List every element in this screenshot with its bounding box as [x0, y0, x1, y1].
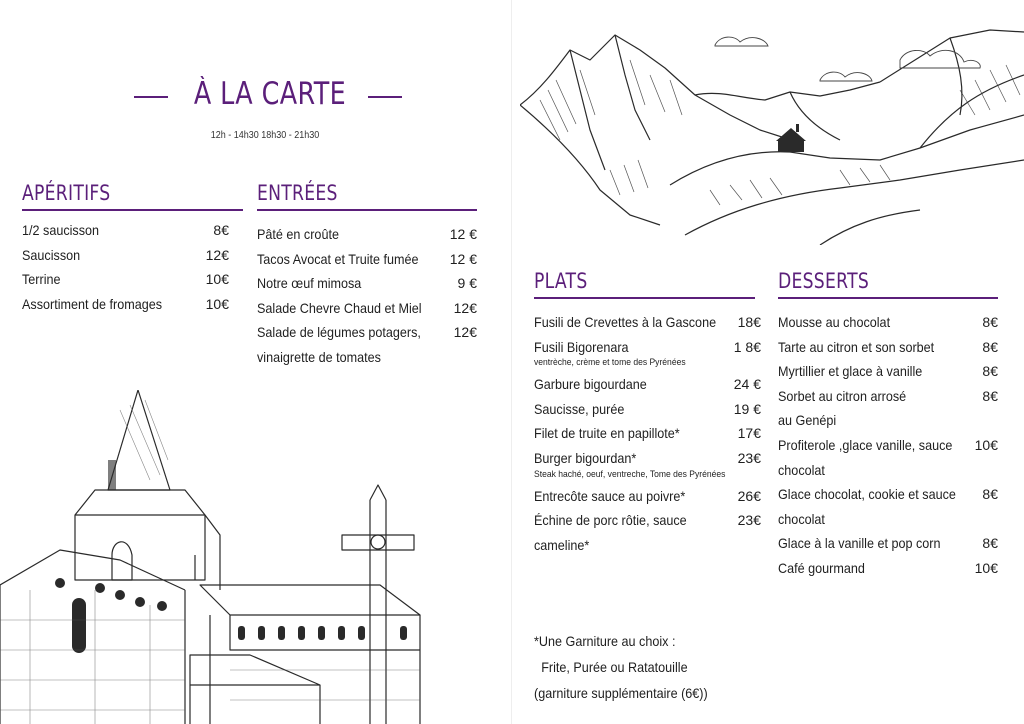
dish-description: Steak haché, oeuf, ventreche, Tome des Pyrénées — [534, 468, 726, 480]
dish-name: Profiterole ,glace vanille, sauce — [778, 436, 953, 453]
dish-price: 12 € — [449, 250, 477, 267]
dish-name: Saucisson — [22, 246, 81, 263]
dish-price: 8€ — [982, 486, 998, 503]
plats-item — [534, 372, 761, 397]
plats-item — [534, 421, 761, 446]
entrees-title: ENTRÉES — [257, 181, 338, 205]
dish-price: 23€ — [737, 512, 761, 529]
entrees-list — [257, 222, 477, 370]
plats-title: PLATS — [534, 269, 588, 293]
dish-name: Saucisse, purée — [534, 400, 625, 417]
dish-name: Notre œuf mimosa — [257, 275, 362, 292]
dish-price: 9 € — [457, 275, 477, 292]
page-fold — [511, 0, 512, 724]
dish-name: Terrine — [22, 271, 61, 288]
aperitifs-item — [22, 218, 229, 243]
plats-item — [534, 397, 761, 422]
dish-price: 24 € — [733, 376, 761, 393]
entrees-item — [257, 296, 477, 321]
garniture-line-1: *Une Garniture au choix : — [534, 633, 676, 649]
dish-price: 10€ — [974, 559, 998, 576]
dish-name: Mousse au chocolat — [778, 314, 891, 330]
plats-item — [534, 310, 761, 335]
garniture-line-3: (garniture supplémentaire (6€)) — [534, 685, 708, 701]
aperitifs-item — [22, 292, 229, 317]
dish-name: Salade Chevre Chaud et Miel — [257, 299, 422, 316]
aperitifs-title: APÉRITIFS — [22, 181, 111, 205]
dish-price: 1 8€ — [733, 338, 761, 355]
mountain-sketch-icon — [520, 20, 1024, 245]
dish-name: Myrtillier et glace à vanille — [778, 363, 923, 380]
aperitifs-list — [22, 218, 229, 316]
dish-price: 12€ — [453, 324, 477, 341]
dish-price: 8€ — [213, 222, 229, 238]
desserts-item — [778, 556, 998, 581]
dish-price: 10€ — [974, 436, 998, 453]
dish-name: Assortiment de fromages — [22, 295, 163, 312]
dish-name: Entrecôte sauce au poivre* — [534, 487, 686, 504]
dish-name: Échine de porc rôtie, sauce — [534, 512, 687, 529]
entrees-item — [257, 320, 477, 369]
dish-name: Salade de légumes potagers, — [257, 324, 421, 341]
entrees-item — [257, 222, 477, 247]
dish-price: 8€ — [982, 363, 998, 380]
dish-name: 1/2 saucisson — [22, 222, 100, 238]
desserts-list — [778, 310, 998, 581]
desserts-title: DESSERTS — [778, 269, 870, 293]
dish-price: 26€ — [737, 487, 761, 504]
dish-name-continued: au Genépi — [778, 412, 837, 429]
menu-header — [120, 72, 420, 122]
dish-name-continued: chocolat — [778, 461, 825, 478]
plats-item — [534, 446, 761, 480]
dish-price: 8€ — [982, 535, 998, 552]
desserts-item — [778, 531, 998, 556]
dish-price: 19 € — [733, 400, 761, 417]
desserts-item — [778, 482, 998, 531]
dish-price: 17€ — [737, 425, 761, 442]
dish-price: 12€ — [453, 299, 477, 316]
dish-price: 8€ — [982, 338, 998, 355]
dish-name: Fusili de Crevettes à la Gascone — [534, 314, 717, 330]
desserts-item — [778, 433, 998, 482]
dish-price: 23€ — [737, 449, 761, 466]
dish-name: Café gourmand — [778, 559, 865, 576]
entrees-item — [257, 271, 477, 296]
opening-hours: 12h - 14h30 18h30 - 21h30 — [210, 130, 320, 141]
dish-name: Tarte au citron et son sorbet — [778, 338, 935, 355]
dish-name: Burger bigourdan* — [534, 449, 637, 466]
entrees-item — [257, 247, 477, 272]
dish-price: 8€ — [982, 387, 998, 404]
dish-price: 18€ — [737, 314, 761, 330]
dish-name: Fusili Bigorenara — [534, 338, 629, 355]
dish-description: ventrèche, crème et tome des Pyrénées — [534, 357, 686, 369]
dish-price: 12 € — [449, 226, 477, 242]
dish-name-continued: chocolat — [778, 510, 825, 527]
dish-name-continued: cameline* — [534, 536, 590, 553]
desserts-rule — [778, 297, 998, 299]
aperitifs-rule — [22, 209, 243, 211]
dish-price: 12€ — [205, 246, 229, 263]
plats-item — [534, 484, 761, 509]
entrees-rule — [257, 209, 477, 211]
dish-price: 10€ — [205, 271, 229, 288]
garniture-note — [534, 628, 727, 706]
garniture-line-2: Frite, Purée ou Ratatouille — [541, 659, 688, 675]
desserts-item — [778, 384, 998, 433]
dish-name: Garbure bigourdane — [534, 376, 647, 393]
dish-name: Tacos Avocat et Truite fumée — [257, 250, 419, 267]
dish-name: Sorbet au citron arrosé — [778, 387, 907, 404]
title-right-rule — [368, 96, 402, 98]
dish-name: Filet de truite en papillote* — [534, 425, 680, 442]
dish-name: Glace à la vanille et pop corn — [778, 535, 941, 552]
desserts-item — [778, 310, 998, 335]
plats-item — [534, 335, 761, 369]
plats-item — [534, 508, 761, 557]
dish-name-continued: vinaigrette de tomates — [257, 348, 381, 365]
dish-name: Glace chocolat, cookie et sauce — [778, 486, 956, 503]
plats-list — [534, 310, 761, 557]
church-sketch-icon — [0, 390, 430, 724]
dish-name: Pâté en croûte — [257, 226, 339, 242]
desserts-item — [778, 359, 998, 384]
plats-rule — [534, 297, 755, 299]
aperitifs-item — [22, 243, 229, 268]
dish-price: 10€ — [205, 295, 229, 312]
dish-price: 8€ — [982, 314, 998, 330]
page-title: À LA CARTE — [193, 76, 347, 112]
desserts-item — [778, 335, 998, 360]
aperitifs-item — [22, 267, 229, 292]
